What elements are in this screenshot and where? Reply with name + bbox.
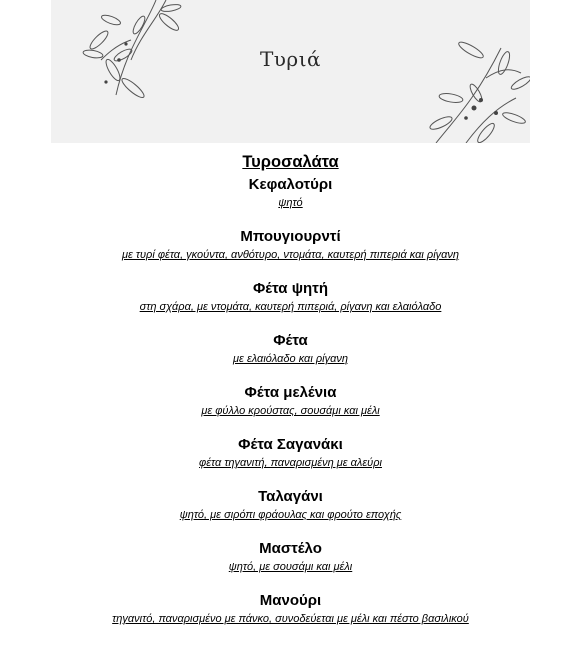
menu-item-name: Φέτα bbox=[273, 332, 308, 349]
menu-item-description[interactable]: με φύλλο κρούστας, σουσάμι και μέλι bbox=[201, 405, 380, 417]
menu-item-name: Μπουγιουρντί bbox=[240, 228, 341, 245]
menu-item-description[interactable]: ψητό, με σιρόπι φράουλας και φρούτο εποχής bbox=[179, 509, 402, 521]
menu-item-name: Μαστέλο bbox=[259, 540, 322, 557]
olive-branch-right-icon bbox=[426, 38, 530, 143]
menu-list bbox=[51, 151, 530, 628]
menu-item-description[interactable]: τηγανιτό, παναρισμένο με πάνκο, συνοδεύεται με μέλι και πέστο βασιλικού bbox=[112, 613, 469, 625]
menu-item-name: Φέτα Σαγανάκι bbox=[238, 436, 343, 453]
category-title: Τυριά bbox=[259, 47, 322, 71]
menu-item-name: Κεφαλοτύρι bbox=[248, 176, 333, 193]
menu-item-description[interactable]: στη σχάρα, με ντομάτα, καυτερή πιπεριά, ρίγανη και ελαιόλαδο bbox=[139, 301, 442, 313]
menu-item-description[interactable]: ψητό, με σουσάμι και μέλι bbox=[228, 561, 353, 573]
menu-item-name: Μανούρι bbox=[259, 592, 322, 609]
menu-item-description[interactable]: ψητό bbox=[278, 197, 303, 209]
menu-item-description[interactable]: με ελαιόλαδο και ρίγανη bbox=[233, 353, 348, 365]
menu-item-description[interactable]: με τυρί φέτα, γκούντα, ανθότυρο, ντομάτα, καυτερή πιπεριά και ρίγανη bbox=[121, 249, 460, 261]
menu-header-banner bbox=[51, 0, 530, 143]
section-title[interactable]: Τυροσαλάτα bbox=[242, 153, 339, 171]
menu-item-name: Ταλαγάνι bbox=[258, 488, 323, 505]
menu-item-name: Φέτα ψητή bbox=[252, 280, 329, 297]
menu-item-description[interactable]: φέτα τηγανιτή, παναρισμένη με αλεύρι bbox=[199, 457, 382, 469]
menu-item-name: Φέτα μελένια bbox=[244, 384, 337, 401]
